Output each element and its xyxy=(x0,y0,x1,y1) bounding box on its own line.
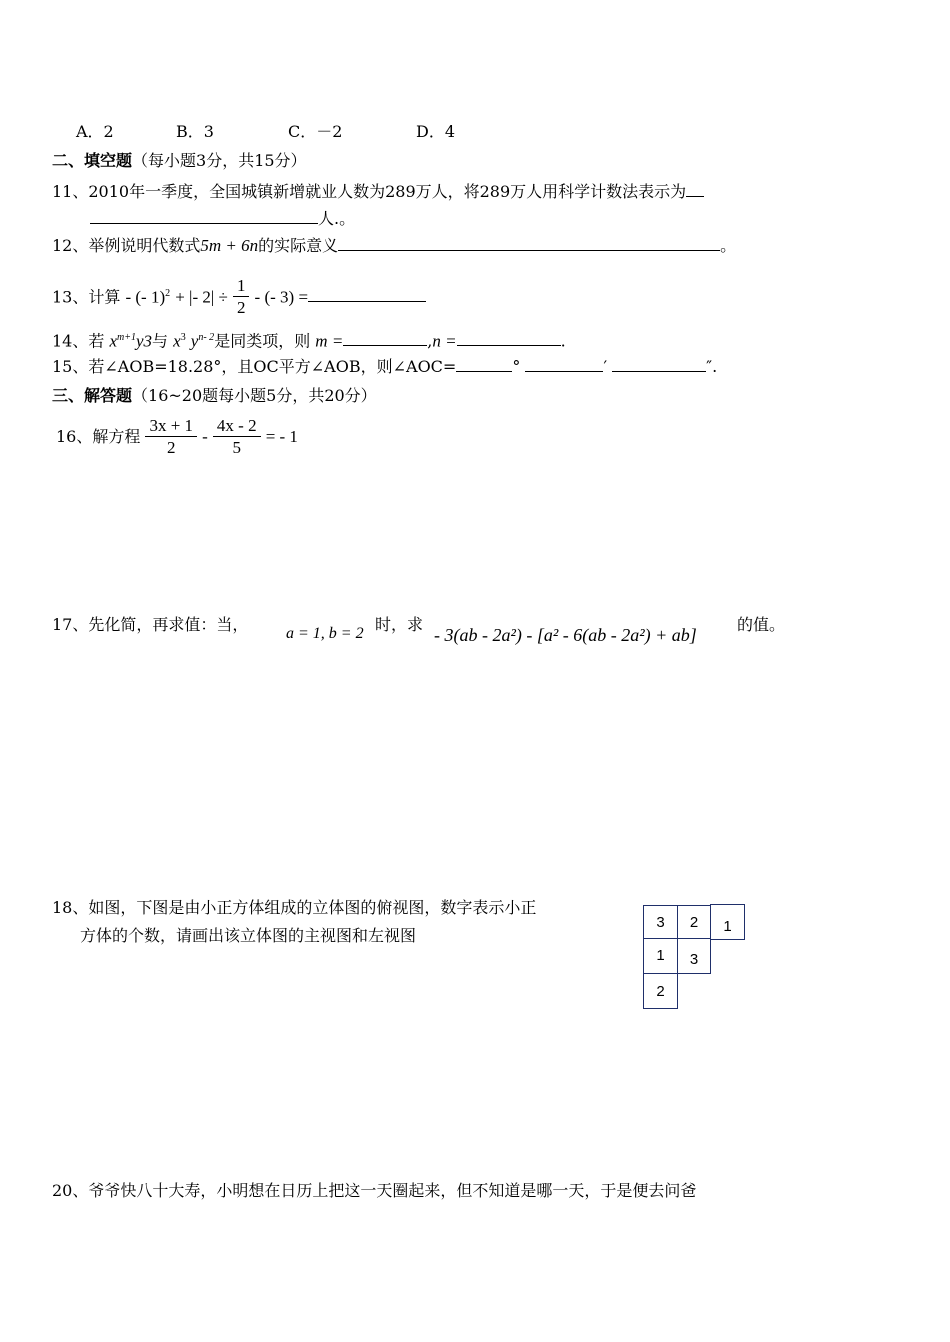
question-12 xyxy=(52,236,736,256)
q13-exponent: 2 xyxy=(165,288,171,299)
grid-cell: 3 xyxy=(677,938,711,974)
q11-blank-b[interactable] xyxy=(90,209,318,224)
q16-denominator-2: 5 xyxy=(232,438,241,457)
q14-term1-exponent: m+1 xyxy=(117,332,136,343)
question-15 xyxy=(52,357,717,377)
q15-minute: ′ xyxy=(603,357,608,376)
q16-numerator-2: 4x - 2 xyxy=(213,416,261,437)
question-13 xyxy=(52,272,426,319)
q13-numerator: 1 xyxy=(233,276,250,297)
q15-minute-blank[interactable] xyxy=(525,357,603,372)
q17-when: 时，求 xyxy=(375,615,424,634)
q14-term2: x xyxy=(173,331,181,351)
section2-title: 二、填空题 xyxy=(52,151,133,170)
choice-a: A．2 xyxy=(76,122,114,141)
q17-condition: a = 1, b = 2 xyxy=(286,625,364,642)
choice-b: B．3 xyxy=(176,122,214,141)
q14-text: 14、若 xyxy=(52,331,105,351)
q16-denominator-1: 2 xyxy=(167,438,176,457)
choice-d: D．4 xyxy=(416,122,456,141)
q14-end: . xyxy=(560,331,566,351)
q14-mid: 与 xyxy=(152,331,169,351)
q13-expr-b: + |- 2| ÷ xyxy=(175,287,228,307)
q14-m-blank[interactable] xyxy=(343,331,427,346)
q14-term1b: y3 xyxy=(136,331,153,351)
q11-text: 11、2010年一季度，全国城镇新增就业人数为289万人，将289万人用科学计数法表示为 xyxy=(52,182,687,201)
choice-c: C．－2 xyxy=(288,122,343,141)
section2-note: （每小题3分，共15分） xyxy=(132,151,307,170)
q15-degree: ° xyxy=(512,357,521,376)
question-18-line1: 18、如图，下图是由小正方体组成的立体图的俯视图，数字表示小正 xyxy=(52,898,537,917)
grid-cell: 2 xyxy=(677,905,711,939)
q16-fraction-2 xyxy=(213,416,261,459)
q16-rhs: = - 1 xyxy=(265,427,298,446)
q16-text: 16、解方程 xyxy=(56,427,141,446)
q13-fraction xyxy=(233,276,250,319)
q14-n-blank[interactable] xyxy=(457,331,561,346)
grid-cell: 1 xyxy=(710,904,745,940)
question-11 xyxy=(52,182,704,202)
q14-term2-exponent: 3 xyxy=(180,332,186,343)
q11-blank-a[interactable] xyxy=(686,182,704,197)
q14-term1: x xyxy=(109,331,118,351)
q15-second-blank[interactable] xyxy=(612,357,706,372)
question-14 xyxy=(52,328,566,351)
section3-heading xyxy=(52,386,377,406)
q12-blank[interactable] xyxy=(338,236,720,251)
q15-second: ″. xyxy=(706,357,718,376)
q16-numerator-1: 3x + 1 xyxy=(145,416,197,437)
q14-n-label: n = xyxy=(432,331,457,351)
q14-comma: , xyxy=(427,331,433,351)
question-11-cont xyxy=(90,209,355,229)
question-20: 20、爷爷快八十大寿，小明想在日历上把这一天圈起来，但不知道是哪一天，于是便去问爸 xyxy=(52,1181,697,1200)
q15-degree-blank[interactable] xyxy=(456,357,512,372)
question-17 xyxy=(52,615,248,635)
q11-tail: 人.。 xyxy=(318,209,356,228)
q12-text: 12、举例说明代数式 xyxy=(52,236,201,255)
q14-m-label: m = xyxy=(315,331,344,351)
q17-end: 的值。 xyxy=(737,615,786,634)
q14-after: 是同类项，则 xyxy=(214,331,311,351)
q15-text: 15、若∠AOB=18.28°，且OC平方∠AOB，则∠AOC= xyxy=(52,357,457,376)
q17-expression: - 3(ab - 2a²) - [a² - 6(ab - 2a²) + ab] xyxy=(434,625,697,645)
grid-cell: 2 xyxy=(643,973,678,1009)
q12-after: 的实际意义 xyxy=(258,236,339,255)
q14-term3: y xyxy=(190,331,199,351)
section3-note: （16~20题每小题5分，共20分） xyxy=(132,386,377,405)
section2-heading xyxy=(52,151,307,171)
q13-expr-a: - (- 1) xyxy=(125,287,166,307)
q16-minus: - xyxy=(202,427,208,446)
q12-end: 。 xyxy=(720,236,737,255)
question-16 xyxy=(56,414,298,460)
grid-cell: 3 xyxy=(643,905,678,939)
q13-expr-c: - (- 3) = xyxy=(254,287,309,307)
grid-cell: 1 xyxy=(643,938,678,974)
q13-blank[interactable] xyxy=(308,287,426,302)
q13-text: 13、计算 xyxy=(52,287,121,307)
question-18-line2: 方体的个数，请画出该立体图的主视图和左视图 xyxy=(80,926,417,945)
q17-text: 17、先化简，再求值：当， xyxy=(52,615,249,634)
section3-title: 三、解答题 xyxy=(52,386,133,405)
q16-fraction-1 xyxy=(145,416,197,459)
q13-denominator: 2 xyxy=(236,298,246,318)
q14-term3-exponent: n- 2 xyxy=(198,332,215,343)
q12-expression: 5m + 6n xyxy=(200,236,259,255)
